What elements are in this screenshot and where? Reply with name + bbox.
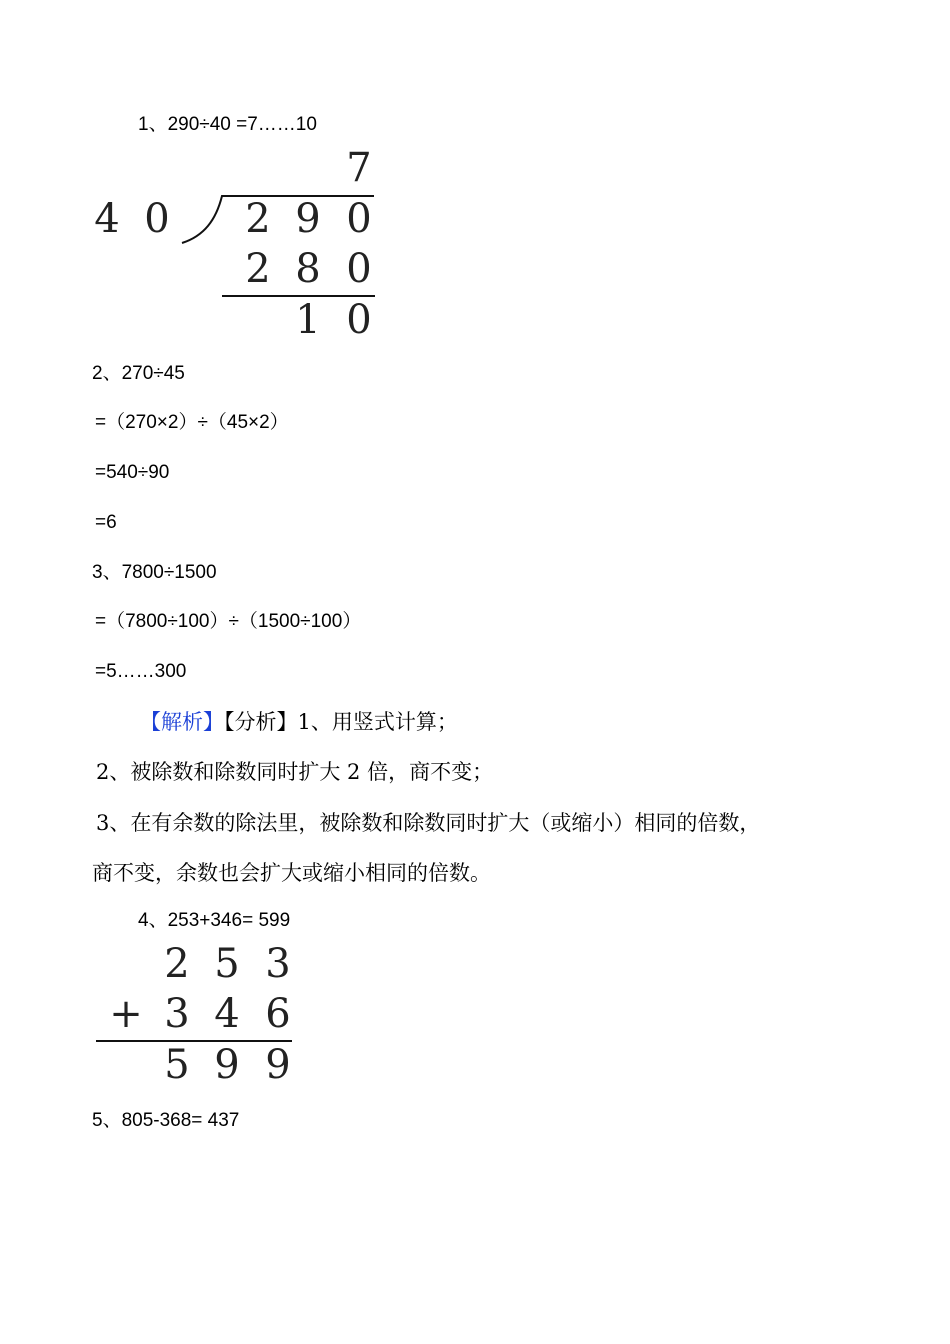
quotient-digit: 7 xyxy=(346,145,372,191)
addend-1-digit: 3 xyxy=(265,941,291,987)
sum-digit: 9 xyxy=(214,1042,240,1088)
problem-4-heading: 4、253+346= 599 xyxy=(138,910,291,931)
analysis-line-1 xyxy=(140,708,458,736)
sum-digit: 5 xyxy=(164,1042,190,1088)
remainder-digit: 0 xyxy=(346,297,372,343)
problem-3-heading: 3、7800÷1500 xyxy=(92,562,217,583)
subtraction-rule xyxy=(222,295,375,297)
problem-2-step: =6 xyxy=(95,512,117,533)
problem-1-heading: 1、290÷40 =7……10 xyxy=(138,114,317,135)
addend-1-digit: 2 xyxy=(164,941,190,987)
product-digit: 2 xyxy=(245,246,271,292)
remainder-digit: 1 xyxy=(295,297,321,343)
addend-1-digit: 5 xyxy=(214,941,240,987)
analysis-point-2: 2、被除数和除数同时扩大 2 倍，商不变； xyxy=(96,760,494,784)
problem-5-heading: 5、805-368= 437 xyxy=(92,1110,240,1131)
product-digit: 8 xyxy=(295,246,321,292)
analysis-point-3-line-2: 商不变，余数也会扩大或缩小相同的倍数。 xyxy=(92,861,491,885)
solution-tag: 【解析】 xyxy=(140,710,224,734)
dividend-digit: 0 xyxy=(346,196,372,242)
plus-sign: + xyxy=(109,991,143,1037)
problem-2-step: =540÷90 xyxy=(95,462,170,483)
problem-2-step: =（270×2）÷（45×2） xyxy=(95,412,289,433)
analysis-point-1: 1、用竖式计算； xyxy=(297,710,458,734)
divisor-digit: 4 xyxy=(94,196,120,242)
divisor-digit: 0 xyxy=(144,196,170,242)
problem-2-heading: 2、270÷45 xyxy=(92,363,185,384)
product-digit: 0 xyxy=(346,246,372,292)
sum-rule xyxy=(96,1040,292,1042)
addend-2-digit: 3 xyxy=(164,991,190,1037)
sum-digit: 9 xyxy=(265,1042,291,1088)
addend-2-digit: 4 xyxy=(214,991,240,1037)
analysis-point-3-line-1: 3、在有余数的除法里，被除数和除数同时扩大（或缩小）相同的倍数， xyxy=(96,811,761,835)
problem-3-step: =（7800÷100）÷（1500÷100） xyxy=(95,611,362,632)
dividend-digit: 9 xyxy=(295,196,321,242)
addend-2-digit: 6 xyxy=(265,991,291,1037)
dividend-digit: 2 xyxy=(245,196,271,242)
analysis-tag: 【分析】 xyxy=(224,710,298,734)
problem-3-step: =5……300 xyxy=(95,661,187,682)
